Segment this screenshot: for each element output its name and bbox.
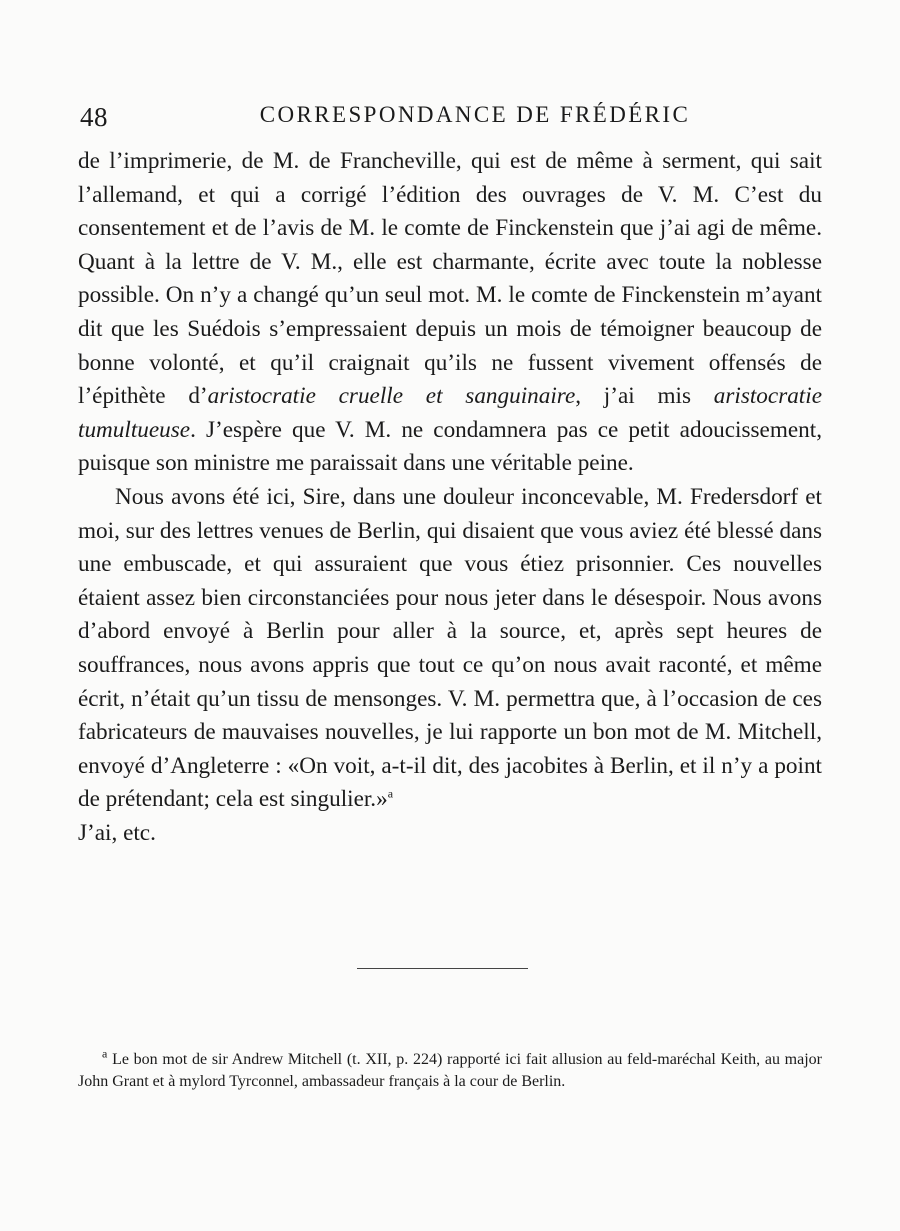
paragraph-2: Nous avons été ici, Sire, dans une douleur inconcevable, M. Fredersdorf et moi, sur des lettres venues de Berlin, qui disaient que vous aviez été blessé dans une embuscade, et qui assuraient que vous étiez prisonnier. Ces nouvelles étaient assez bien circonstanciées pour nous jeter dans le désespoir. Nous avons d’abord envoyé à Berlin pour aller à la source, et, après sept heures de souffrances, nous avons appris que tout ce qu’on nous avait raconté, et même écrit, n’était qu’un tissu de mensonges. V. M. permettra que, à l’occasion de ces fabricateurs de mauvaises nouvelles, je lui rapporte un bon mot de M. Mitchell, envoyé d’Angleterre : «On voit, a-t-il dit, des jacobites à Berlin, et il n’y a point de prétendant; cela est singulier.»$^a$ (78, 483, 822, 813)
running-title: CORRESPONDANCE DE FRÉDÉRIC (259, 102, 691, 127)
closing-line: J’ai, etc. (78, 819, 156, 846)
italic-phrase: aristocratie tumultueuse (78, 383, 822, 443)
letter-body (78, 145, 822, 850)
footnote (78, 1046, 823, 1092)
paragraph-1: de l’imprimerie, de M. de Francheville, qui est de même à serment, qui sait l’allemand, et qui a corrigé l’édition des ouvrages de V. M. C’est du consentement et de l’avis de M. le comte de Finckenstein que j’ai agi de même. Quant à la lettre de V. M., elle est charmante, écrite avec toute la noblesse possible. On n’y a changé qu’un seul mot. M. le comte de Finckenstein m’ayant dit que les Suédois s’empressaient depuis un mois de témoigner beaucoup de bonne volonté, et qu’il craignait qu’ils ne fussent vivement offensés de l’épithète d’aristocratie cruelle et sanguinaire, j’ai mis aristocratie tumultueuse. J’espère que V. M. ne condamnera pas ce petit adoucissement, puisque son ministre me paraissait dans une véritable peine. (78, 148, 822, 477)
italic-phrase: aristocratie cruelle et sanguinaire (207, 383, 576, 410)
footnote-marker: a (102, 1046, 108, 1061)
page-number: 48 (80, 102, 108, 132)
footnote-separator (357, 968, 528, 969)
footnote-text: Le bon mot de sir Andrew Mitchell (t. XII, p. 224) rapporté ici fait allusion au feld-maréchal Keith, au major John Grant et à mylord Tyrconnel, ambassadeur français à la cour de Berlin. (78, 1051, 823, 1090)
footnote-reference: a (387, 786, 394, 801)
page-header (80, 102, 820, 136)
